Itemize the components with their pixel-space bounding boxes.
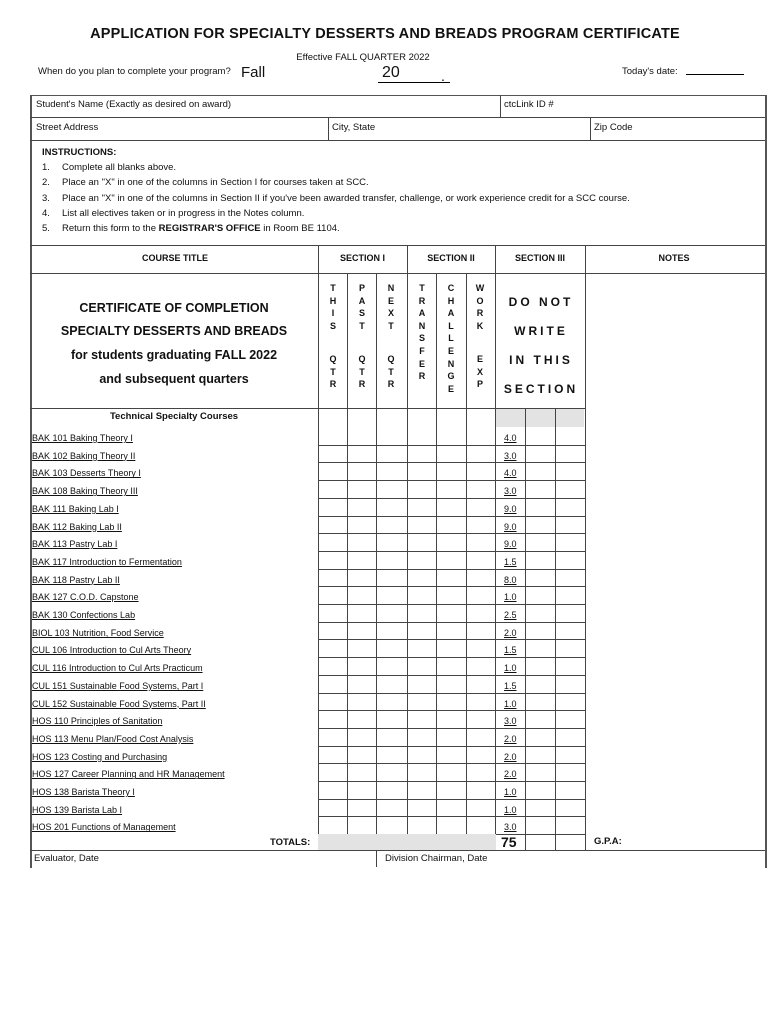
evaluator-date-field[interactable]: Evaluator, Date bbox=[34, 853, 99, 864]
course-title: HOS 110 Principles of Sanitation bbox=[32, 716, 163, 727]
row-divider bbox=[318, 586, 585, 587]
instruction-item: 1. Complete all blanks above. bbox=[42, 162, 177, 174]
do-not-write-line-4: SECTION bbox=[503, 382, 579, 396]
row-divider bbox=[318, 604, 585, 605]
column-label: T H I S bbox=[329, 283, 337, 331]
totals-value: 75 bbox=[501, 834, 517, 850]
instruction-item: 2. Place an "X" in one of the columns in Section I for courses taken at SCC. bbox=[42, 177, 369, 189]
section-3-header: SECTION III bbox=[514, 253, 565, 263]
divider bbox=[30, 140, 765, 141]
todays-date-label: Today's date: bbox=[622, 66, 678, 77]
street-address-field[interactable]: Street Address bbox=[36, 122, 99, 133]
completion-question: When do you plan to complete your program? bbox=[38, 66, 231, 77]
row-divider bbox=[318, 693, 585, 694]
column-label-sub: Q T R bbox=[358, 354, 366, 390]
chairman-date-field[interactable]: Division Chairman, Date bbox=[385, 853, 488, 864]
column-divider bbox=[376, 273, 377, 850]
course-credits: 8.0 bbox=[504, 574, 517, 585]
column-divider bbox=[318, 245, 319, 850]
row-divider bbox=[318, 569, 585, 570]
divider bbox=[376, 850, 377, 867]
course-title: CUL 106 Introduction to Cul Arts Theory bbox=[32, 645, 192, 656]
column-label-sub: Q T R bbox=[387, 354, 395, 390]
course-title: HOS 127 Career Planning and HR Management bbox=[32, 769, 225, 780]
column-divider bbox=[436, 273, 437, 850]
course-title: BIOL 103 Nutrition, Food Service bbox=[32, 627, 164, 638]
course-title: BAK 127 C.O.D. Capstone bbox=[32, 592, 139, 603]
course-title: HOS 123 Costing and Purchasing bbox=[32, 751, 168, 762]
shaded-cell bbox=[496, 409, 584, 427]
column-divider bbox=[555, 408, 556, 850]
course-title-header: COURSE TITLE bbox=[141, 253, 208, 263]
column-divider bbox=[585, 245, 586, 850]
form-title: APPLICATION FOR SPECIALTY DESSERTS AND BREADS PROGRAM CERTIFICATE bbox=[90, 26, 680, 42]
effective-quarter: Effective FALL QUARTER 2022 bbox=[296, 52, 430, 63]
course-title: HOS 139 Barista Lab I bbox=[32, 804, 123, 815]
column-divider bbox=[525, 408, 526, 850]
shaded-cell bbox=[318, 834, 496, 850]
course-title: BAK 111 Baking Lab I bbox=[32, 503, 119, 514]
do-not-write-line-1: DO NOT bbox=[508, 295, 574, 309]
student-name-field[interactable]: Student's Name (Exactly as desired on award) bbox=[36, 99, 232, 110]
course-title: CUL 152 Sustainable Food Systems, Part II bbox=[32, 698, 206, 709]
course-credits: 2.0 bbox=[504, 627, 517, 638]
course-title: BAK 112 Baking Lab II bbox=[32, 521, 122, 532]
course-credits: 9.0 bbox=[504, 521, 517, 532]
course-title: BAK 108 Baking Theory III bbox=[32, 486, 138, 497]
course-credits: 3.0 bbox=[504, 716, 517, 727]
row-divider bbox=[318, 657, 585, 658]
row-divider bbox=[318, 551, 585, 552]
course-title: CUL 116 Introduction to Cul Arts Practicum bbox=[32, 663, 203, 674]
row-divider bbox=[318, 746, 585, 747]
course-credits: 4.0 bbox=[504, 433, 517, 443]
column-label: N E X T bbox=[387, 283, 395, 331]
instruction-item: 5. Return this form to the REGISTRAR'S OFFICE in Room BE 1104. bbox=[42, 223, 340, 235]
completion-term[interactable]: Fall bbox=[241, 64, 266, 81]
section-2-header: SECTION II bbox=[427, 253, 475, 263]
column-label: P A S T bbox=[358, 283, 366, 331]
column-divider bbox=[407, 245, 408, 850]
completion-year-field[interactable]: 20 bbox=[378, 64, 450, 83]
divider bbox=[30, 273, 765, 274]
instructions bbox=[42, 145, 630, 236]
todays-date-field[interactable] bbox=[686, 74, 744, 75]
do-not-write-line-2: WRITE bbox=[514, 324, 568, 338]
course-credits: 1.0 bbox=[504, 787, 517, 797]
course-credits: 2.0 bbox=[504, 751, 517, 762]
course-title: BAK 117 Introduction to Fermentation bbox=[32, 556, 182, 567]
certificate-line-1: CERTIFICATE OF COMPLETION bbox=[79, 301, 269, 315]
row-divider bbox=[318, 710, 585, 711]
totals-label: TOTALS: bbox=[270, 837, 311, 848]
instructions-heading: INSTRUCTIONS: bbox=[42, 147, 117, 158]
divider bbox=[30, 117, 765, 118]
course-title: HOS 201 Functions of Management bbox=[32, 822, 176, 833]
city-state-field[interactable]: City, State bbox=[332, 122, 376, 133]
certificate-line-3: for students graduating FALL 2022 bbox=[70, 348, 278, 362]
course-credits: 1.0 bbox=[504, 698, 517, 709]
technical-courses-label: Technical Specialty Courses bbox=[109, 411, 239, 422]
column-label-sub: E X P bbox=[476, 354, 483, 390]
row-divider bbox=[318, 462, 585, 463]
column-label-sub: Q T R bbox=[329, 354, 337, 390]
divider bbox=[590, 117, 591, 140]
course-credits: 1.0 bbox=[504, 592, 517, 603]
course-credits: 4.0 bbox=[504, 468, 517, 479]
course-title: BAK 118 Pastry Lab II bbox=[32, 574, 120, 585]
column-divider bbox=[347, 273, 348, 850]
notes-header: NOTES bbox=[658, 253, 690, 263]
divider bbox=[500, 95, 501, 117]
column-label: W O R K bbox=[475, 283, 485, 331]
course-credits: 9.0 bbox=[504, 503, 517, 514]
course-title: HOS 138 Barista Theory I bbox=[32, 787, 135, 797]
course-title: CUL 151 Sustainable Food Systems, Part I bbox=[32, 680, 204, 691]
zip-code-field[interactable]: Zip Code bbox=[594, 122, 633, 133]
column-divider bbox=[495, 245, 496, 850]
course-title: BAK 103 Desserts Theory I bbox=[32, 468, 141, 479]
certificate-line-2: SPECIALTY DESSERTS AND BREADS bbox=[60, 324, 288, 338]
row-divider bbox=[318, 445, 585, 446]
course-title: BAK 113 Pastry Lab I bbox=[32, 539, 118, 550]
row-divider bbox=[318, 675, 585, 676]
row-divider bbox=[318, 516, 585, 517]
certificate-line-4: and subsequent quarters bbox=[99, 372, 249, 386]
row-divider bbox=[318, 639, 585, 640]
row-divider bbox=[318, 622, 585, 623]
row-divider bbox=[318, 480, 585, 481]
instruction-item: 4. List all electives taken or in progress in the Notes column. bbox=[42, 207, 305, 219]
row-divider bbox=[318, 498, 585, 499]
row-divider bbox=[318, 728, 585, 729]
course-credits: 2.0 bbox=[504, 733, 517, 744]
row-divider bbox=[318, 816, 585, 817]
do-not-write-line-3: IN THIS bbox=[509, 353, 573, 367]
course-credits: 1.0 bbox=[504, 663, 517, 674]
divider bbox=[328, 117, 329, 140]
row-divider bbox=[318, 781, 585, 782]
course-credits: 3.0 bbox=[504, 450, 517, 461]
row-divider bbox=[318, 763, 585, 764]
column-label: T R A N S F E R bbox=[418, 283, 426, 382]
row-divider bbox=[318, 799, 585, 800]
course-title: BAK 130 Confections Lab bbox=[32, 610, 136, 620]
divider bbox=[30, 850, 765, 851]
course-credits: 1.5 bbox=[504, 645, 517, 656]
column-label: C H A L L E N G E bbox=[447, 283, 455, 394]
course-title: BAK 101 Baking Theory I bbox=[32, 433, 133, 443]
course-credits: 1.5 bbox=[504, 556, 517, 567]
year-dot: . bbox=[441, 68, 445, 84]
course-credits: 9.0 bbox=[504, 539, 517, 550]
row-divider bbox=[318, 533, 585, 534]
divider bbox=[30, 245, 765, 246]
course-title: BAK 102 Baking Theory II bbox=[32, 450, 136, 461]
course-credits: 2.5 bbox=[504, 610, 517, 620]
course-title: HOS 113 Menu Plan/Food Cost Analysis bbox=[32, 733, 194, 744]
instruction-item: 3. Place an "X" in one of the columns in Section II if you've been awarded transfer, challenge, or work experience credit for a SCC course. bbox=[42, 192, 630, 204]
course-credits: 3.0 bbox=[504, 486, 517, 497]
gpa-label: G.P.A: bbox=[594, 836, 622, 847]
course-credits: 2.0 bbox=[504, 769, 517, 780]
column-divider bbox=[466, 273, 467, 850]
section-1-header: SECTION I bbox=[339, 253, 385, 263]
course-credits: 1.5 bbox=[504, 680, 517, 691]
course-credits: 3.0 bbox=[504, 822, 517, 833]
ctclink-id-field[interactable]: ctcLink ID # bbox=[504, 99, 554, 110]
course-credits: 1.0 bbox=[504, 804, 517, 815]
